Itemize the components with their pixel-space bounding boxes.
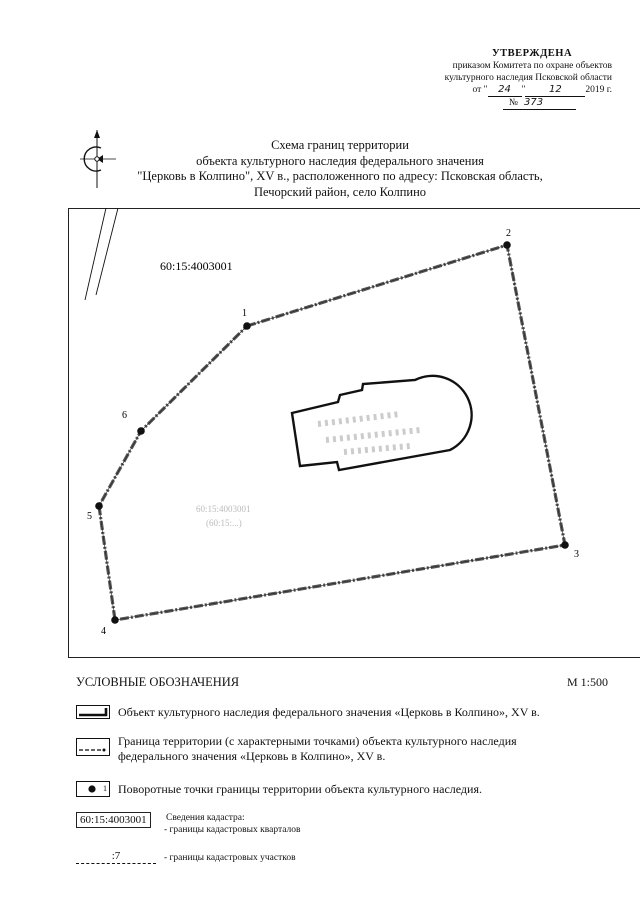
boundary-point-icon xyxy=(503,241,511,249)
number-prefix: № xyxy=(503,97,524,110)
map-scale: М 1:500 xyxy=(566,675,608,689)
legend-object-text: Объект культурного наследия федерального значения «Церковь в Колпино», XV в. xyxy=(118,705,540,719)
cadastre-quarter-label: - границы кадастровых кварталов xyxy=(164,825,301,835)
boundary-point-icon xyxy=(95,502,103,510)
point-label-4: 4 xyxy=(101,626,106,637)
date-prefix: от " xyxy=(472,85,488,95)
date-mid: " xyxy=(521,85,526,95)
boundary-point-icon xyxy=(137,427,145,435)
heading-line-3: "Церковь в Колпино", XV в., расположенного по адресу: Псковская область, xyxy=(137,169,543,183)
date-day: 24 xyxy=(488,84,522,97)
boundary-point-icon xyxy=(111,616,119,624)
heading-line-1: Схема границ территории xyxy=(271,138,409,152)
date-month: 12 xyxy=(525,84,585,97)
heading-line-4: Печорский район, село Колпино xyxy=(253,184,427,199)
date-year: 2019 г. xyxy=(585,85,612,95)
cadastre-parcel-sample xyxy=(76,850,156,864)
cadastre-parcel-label: - границы кадастровых участков xyxy=(164,853,296,863)
approval-title: УТВЕРЖДЕНА xyxy=(491,48,573,59)
legend-boundary-line-2: федерального значения «Церковь в Колпино», XV в. xyxy=(118,749,386,763)
cadastral-quarter-line xyxy=(85,208,106,300)
legend-title: УСЛОВНЫЕ ОБОЗНАЧЕНИЯ xyxy=(76,675,240,689)
point-label-1: 1 xyxy=(242,308,247,319)
cadastre-quarter-sample xyxy=(76,814,151,826)
point-label-6: 6 xyxy=(122,410,127,421)
legend-points-text: Поворотные точки границы территории объекта культурного наследия. xyxy=(118,782,482,796)
legend-boundary-line-1: Граница территории (с характерными точками) объекта культурного наследия xyxy=(118,734,517,748)
church-symbol-icon xyxy=(76,705,110,719)
inner-parcel-number: 60:15:4003001 xyxy=(196,504,251,514)
approval-line-2: культурного наследия Псковской области xyxy=(444,73,612,83)
boundary-symbol-icon xyxy=(76,738,110,756)
number-value: 373 xyxy=(524,97,576,110)
cadastre-header: Сведения кадастра: xyxy=(166,813,245,823)
cadastral-quarter-line xyxy=(96,208,118,295)
boundary-point-icon xyxy=(243,322,251,330)
cadastre-parcel-code: :7 xyxy=(76,850,156,864)
point-label-5: 5 xyxy=(87,511,92,522)
approval-line-1: приказом Комитета по охране объектов xyxy=(452,61,612,71)
legend-boundary-text xyxy=(118,734,598,764)
point-symbol-label: 1 xyxy=(103,784,107,793)
cadastral-quarter-number: 60:15:4003001 xyxy=(160,259,233,273)
point-label-3: 3 xyxy=(574,549,579,560)
heading-line-2: объекта культурного наследия федерального значения xyxy=(196,153,484,168)
inner-parcel-sub: (60:15:...) xyxy=(206,518,242,528)
point-label-2: 2 xyxy=(506,228,511,239)
boundary-point-icon xyxy=(561,541,569,549)
cadastre-quarter-code: 60:15:4003001 xyxy=(76,812,151,828)
